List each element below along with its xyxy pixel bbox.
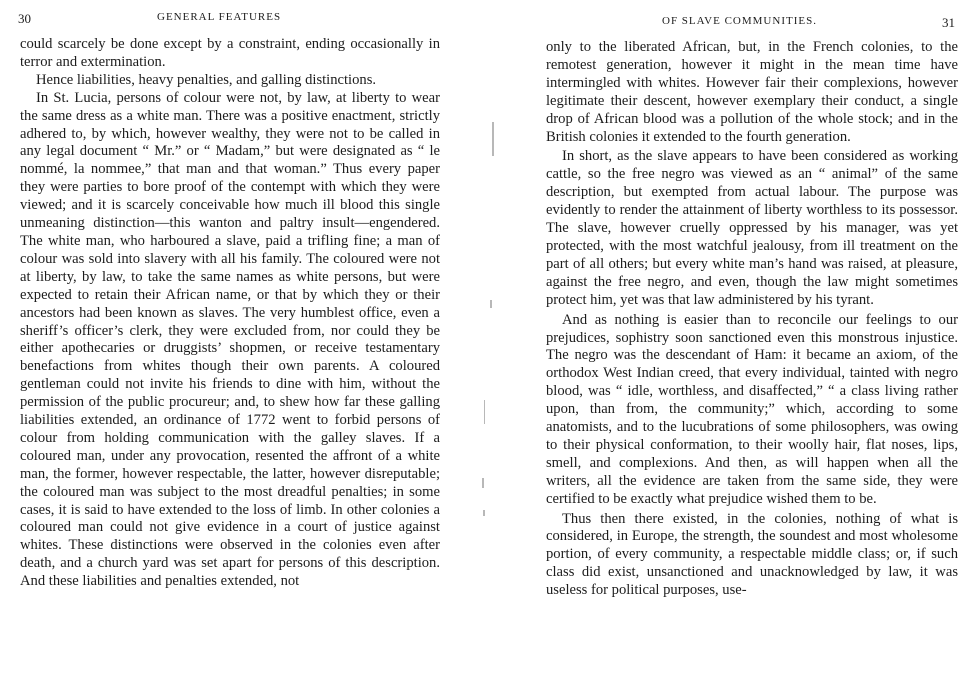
paragraph: Thus then there existed, in the colonies, nothing of what is considered, in Europe, the strength, the soundest and most wholesome portion, of every community, a respectable middle class; or, if such class did exist, unsanctioned and unacknowledged by law, it was useless for political purposes, use- — [546, 510, 958, 599]
left-page — [0, 0, 470, 682]
paragraph: Hence liabilities, heavy penalties, and galling distinctions. — [36, 71, 377, 88]
right-page — [510, 0, 980, 682]
running-head: GENERAL FEATURES — [157, 11, 282, 23]
page-gutter — [470, 0, 510, 682]
gutter-shadow — [482, 478, 484, 488]
gutter-shadow — [490, 300, 492, 308]
gutter-shadow — [483, 510, 485, 516]
left-page-header — [0, 0, 470, 34]
paragraph: In short, as the slave appears to have been considered as working cattle, so the free negro was viewed as an “ animal” of the same description, but exempted from actual labour. The purpose was evidently to render the attainment of liberty worthless to its possessor. The slave, however cruelly oppressed by his manager, was yet protected, with the most watchful jealousy, from ill treatment on the part of all others; but every white man’s hand was raised, at pleasure, against the free negro, and even, though the law might sometimes protect him, yet was that law administered by his tyrant. — [546, 148, 958, 308]
right-page-body — [546, 39, 958, 600]
paragraph: In St. Lucia, persons of colour were not, by law, at liberty to wear the same dress as a white man. There was a positive enactment, strictly adhered to, by which, however wealthy, they were not to be called in any legal document “ Mr.” or “ Madam,” but were designated as “ le nommé, la nommee,” that man and that woman.” Thus every paper they were parties to bore proof of the contempt with which they were viewed; and it is scarcely conceivable how much ill blood this single unmeaning distinction—this wanton and paltry insult—engendered. The white man, who harboured a slave, paid a trifling fine; a man of colour was sold into slavery with all his family. The coloured were not at liberty, by law, to take the same names as white persons, but were expected to retain their African name, or that by which they or their ancestors had been known as slaves. The very humblest office, even a sheriff’s officer’s clerk, they were excluded from, nor could they be either apothecaries or druggists’ shopmen, or receive testamentary benefactions from whites though their own parents. A coloured gentleman could not invite his friends to dine with him, without the permission of the public procureur; and, to shew how far these galling liabilities extended, an ordinance of 1772 went to forbid persons of colour from holding communication with the galley slaves. If a coloured man, under any provocation, resented the affront of a white man, the former, however respectable, the latter, however disreputable; the coloured man was subject to the most dreadful penalties; in some cases, it is said to have extended to the loss of limb. In other colonies a coloured man could not give evidence in a court of justice against whites. These distinctions were observed in the colonies even after death, and a church yard was set apart for persons of this description. And these liabilities and penalties extended, not — [20, 89, 440, 590]
running-head: OF SLAVE COMMUNITIES. — [662, 15, 817, 27]
page-number: 30 — [18, 11, 31, 26]
paragraph: only to the liberated African, but, in the French colonies, to the remotest generation, however it might in the mean time have intermingled with whites. However fair their complexions, however legitimate their descent, however exemplary their conduct, a single drop of African blood was a pollution of the whole stock; and in the British colonies it extended to the fourth generation. — [546, 39, 958, 145]
paragraph: And as nothing is easier than to reconcile our feelings to our prejudices, sophistry soon sanctioned even this monstrous injustice. The negro was the descendant of Ham: it became an axiom, of the orthodox West Indian creed, that every individual, tainted with negro blood, was “ idle, worthless, and disaffected,” “ a class living rather upon, than from, the community;” which, according to some anatomists, and to the lucubrations of some philosophers, was owing to their physical conformation, to their woolly hair, flat noses, lips, smell, and complexions. And then, as will happen when all the writers, all the evidence are taken from the same side, they were certified to be exactly what prejudice wished them to be. — [546, 311, 958, 507]
left-page-body — [20, 36, 440, 591]
paragraph: could scarcely be done except by a constraint, ending occasionally in terror and extermination. — [20, 36, 440, 70]
gutter-shadow — [492, 122, 494, 156]
gutter-shadow — [484, 400, 485, 424]
page-number: 31 — [942, 15, 955, 30]
right-page-header — [510, 0, 980, 34]
